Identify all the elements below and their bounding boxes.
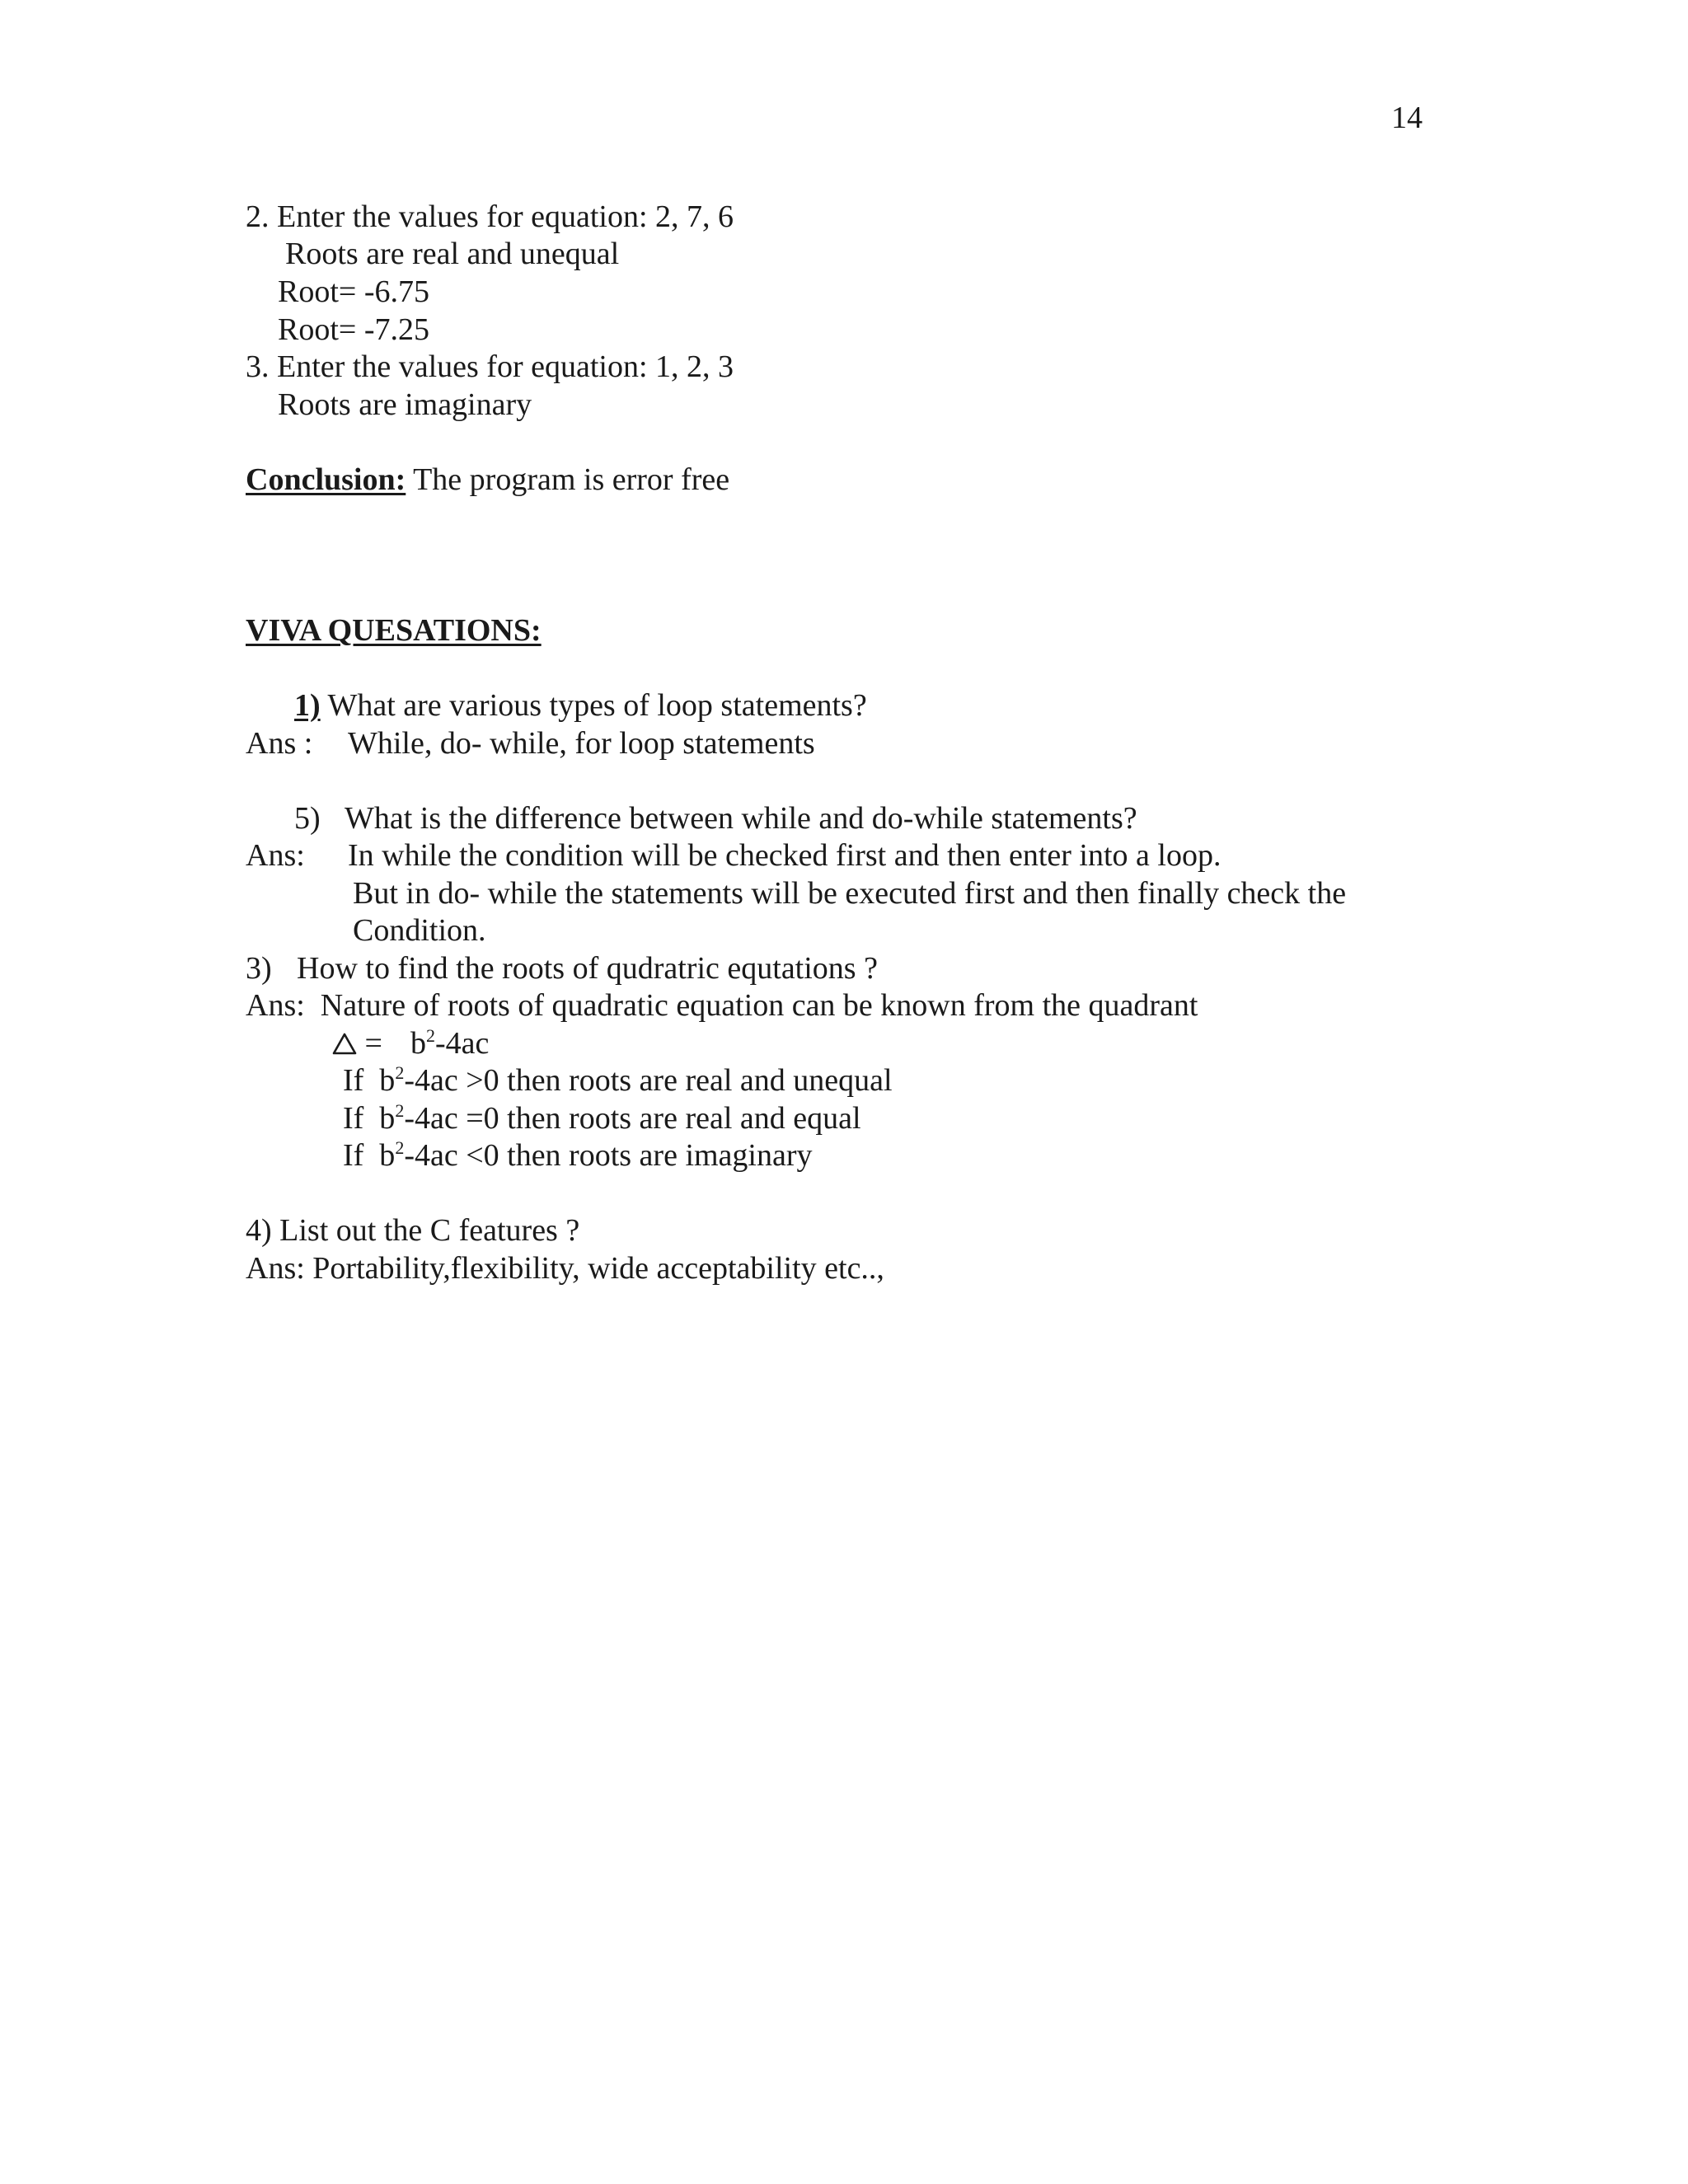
superscript: 2 bbox=[395, 1062, 405, 1083]
question-1-number: 1) bbox=[294, 688, 321, 723]
disc-b: b bbox=[410, 1026, 426, 1061]
answer-3: Ans: Nature of roots of quadratic equation can be known from the quadrant bbox=[246, 988, 1198, 1023]
conclusion-label: Conclusion: bbox=[246, 462, 406, 497]
condition-line: If $b^2-4ac <0$ then roots are imaginary bbox=[343, 1137, 813, 1173]
answer-2-line: Condition. bbox=[353, 913, 486, 948]
condition-line: If $b^2-4ac >0$ then roots are real and unequal bbox=[343, 1062, 893, 1098]
question-3-text: How to find the roots of qudratric equtations ? bbox=[297, 951, 878, 986]
answer-2-line: But in do- while the statements will be executed first and then finally check the bbox=[353, 876, 1347, 911]
superscript: 2 bbox=[395, 1137, 405, 1158]
question-1-text: What are various types of loop statements? bbox=[320, 688, 867, 723]
output-line: Root= -7.25 bbox=[278, 312, 429, 347]
answer-1: While, do- while, for loop statements bbox=[348, 726, 815, 761]
page-number: 14 bbox=[1391, 101, 1423, 135]
output-line: Roots are real and unequal bbox=[285, 237, 620, 271]
conclusion-text: The program is error free bbox=[406, 462, 730, 497]
delta-icon bbox=[332, 1031, 357, 1056]
disc-rest: -4ac bbox=[434, 1026, 490, 1061]
answer-1-label: Ans : bbox=[246, 726, 313, 761]
answer-2-label: Ans: bbox=[246, 838, 305, 873]
output-line: 3. Enter the values for equation: 1, 2, 3 bbox=[246, 349, 734, 384]
superscript: 2 bbox=[425, 1025, 435, 1046]
superscript: 2 bbox=[395, 1100, 405, 1121]
viva-heading: VIVA QUESATIONS: bbox=[246, 613, 542, 648]
output-line: 2. Enter the values for equation: 2, 7, 6 bbox=[246, 199, 734, 234]
question-4: 4) List out the C features ? bbox=[246, 1213, 580, 1248]
answer-2-line: In while the condition will be checked first and then enter into a loop. bbox=[348, 838, 1221, 873]
condition-line: If $b^2-4ac =0$ then roots are real and equal bbox=[343, 1100, 861, 1136]
conclusion bbox=[246, 461, 729, 499]
question-3-number: 3) bbox=[246, 951, 272, 986]
output-line: Root= -6.75 bbox=[278, 274, 429, 309]
question-2-number: 5) bbox=[294, 801, 321, 836]
question-2-text: What is the difference between while and do-while statements? bbox=[345, 801, 1137, 836]
question-1 bbox=[294, 687, 867, 724]
delta-equals: = bbox=[357, 1026, 382, 1061]
answer-4: Ans: Portability,flexibility, wide acceptability etc.., bbox=[246, 1251, 884, 1286]
output-line: Roots are imaginary bbox=[278, 387, 532, 422]
discriminant-formula bbox=[332, 1024, 489, 1062]
